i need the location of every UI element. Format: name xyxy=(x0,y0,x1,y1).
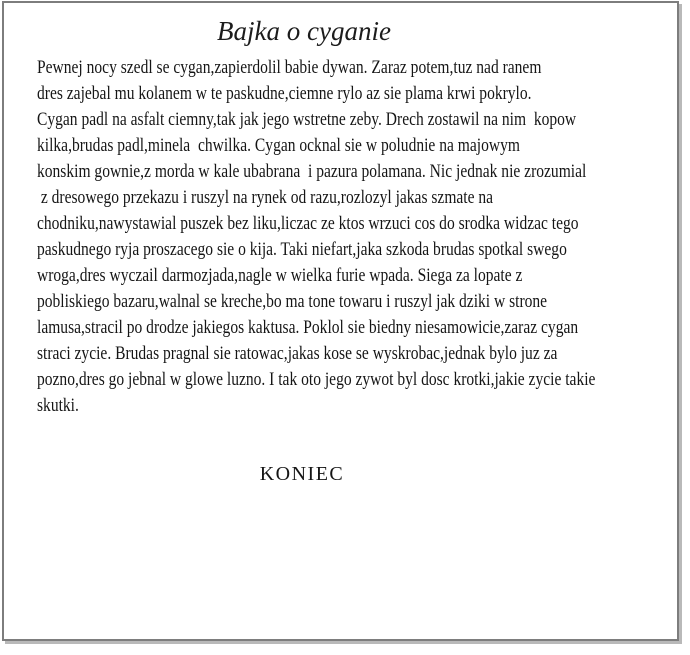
body-line-14: skutki. xyxy=(37,396,79,416)
body-line-10: pobliskiego bazaru,walnal se kreche,bo ma tone towaru i ruszyl jak dziki w strone xyxy=(37,292,548,312)
body-line-5: konskim gownie,z morda w kale ubabrana i pazura polamana. Nic jednak nie zrozumial xyxy=(37,162,587,182)
body-line-1: Pewnej nocy szedl se cygan,zapierdolil babie dywan. Zaraz potem,tuz nad ranem xyxy=(37,58,542,78)
body-line-3: Cygan padl na asfalt ciemny,tak jak jego wstretne zeby. Drech zostawil na nim kopow xyxy=(37,110,577,130)
ending-text: KONIEC xyxy=(259,463,345,485)
body-line-7: chodniku,nawystawial puszek bez liku,liczac ze ktos wrzuci cos do srodka widzac tego xyxy=(37,214,579,234)
document-body xyxy=(37,55,667,419)
body-line-4: kilka,brudas padl,minela chwilka. Cygan ocknal sie w poludnie na majowym xyxy=(37,136,520,156)
document-title: Bajka o cyganie xyxy=(217,16,391,46)
body-line-11: lamusa,stracil po drodze jakiegos kaktusa. Poklol sie biedny niesamowicie,zaraz cygan xyxy=(37,318,579,338)
body-line-13: pozno,dres go jebnal w glowe luzno. I tak oto jego zywot byl dosc krotki,jakie zycie takie xyxy=(37,370,596,390)
body-line-12: straci zycie. Brudas pragnal sie ratowac,jakas kose se wyskrobac,jednak bylo juz za xyxy=(37,344,558,364)
body-line-9: wroga,dres wyczail darmozjada,nagle w wielka furie wpada. Siega za lopate z xyxy=(37,266,523,286)
document-page xyxy=(2,1,679,641)
body-line-2: dres zajebal mu kolanem w te paskudne,ciemne rylo az sie plama krwi pokrylo. xyxy=(37,84,532,104)
body-line-8: paskudnego ryja proszacego sie o kija. Taki niefart,jaka szkoda brudas spotkal swego xyxy=(37,240,567,260)
body-line-6: z dresowego przekazu i ruszyl na rynek od razu,rozlozyl jakas szmate na xyxy=(37,188,494,208)
